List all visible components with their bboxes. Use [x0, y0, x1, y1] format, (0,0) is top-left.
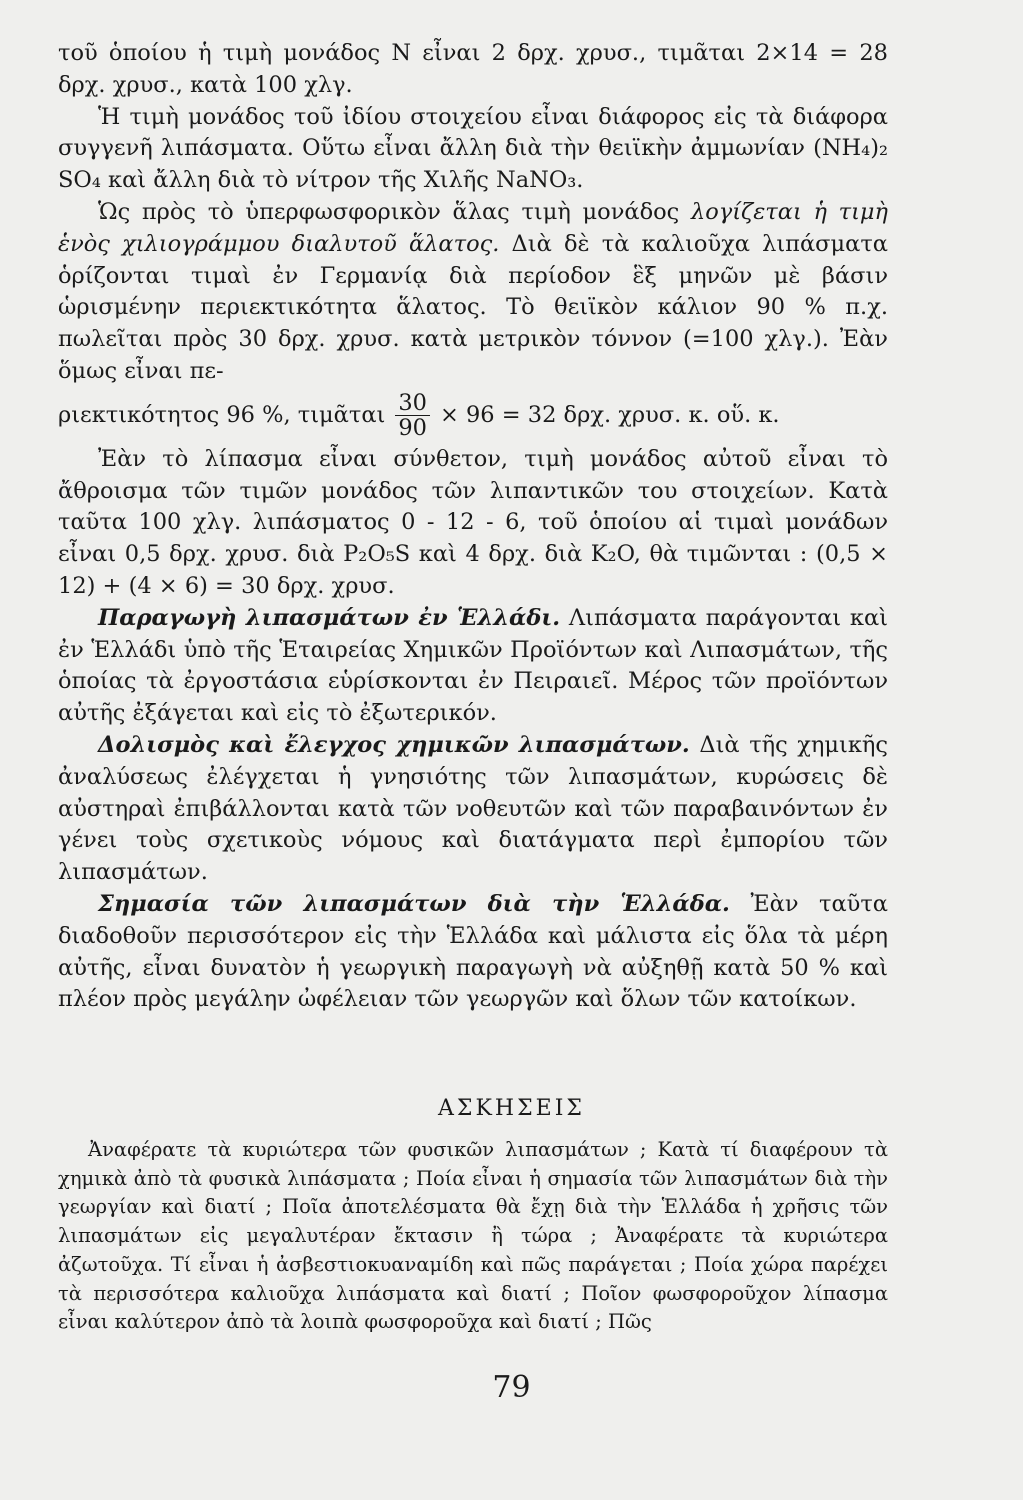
fraction-numerator: 30: [395, 391, 430, 416]
paragraph-7-text: Ἐὰν ταῦτα διαδοθοῦν περισσότερον εἰς τὴν Ἑλλάδα καὶ μάλιστα εἰς ὅλα τὰ μέρη αὐτῆς, εἶναι δυνατὸν ἡ γεωργικὴ παραγωγὴ νὰ αὐξηθῇ κατὰ 50 % καὶ πλέον πρὸς μεγάλην ὠφέλειαν τῶν γεωργῶν καὶ ὅλων τῶν κατοίκων.: [58, 890, 888, 1013]
exercises-section: [58, 1136, 888, 1337]
fraction-denominator: 90: [398, 415, 427, 442]
paragraph-3: [58, 197, 888, 388]
exercises-heading: ΑΣΚΗΣΕΙΣ: [438, 1096, 585, 1121]
paragraph-3-start: Ὡς πρὸς τὸ ὑπερφωσφορικὸν ἅλας τιμὴ μονάδος: [98, 198, 680, 225]
page-number: 79: [492, 1370, 531, 1405]
paragraph-5: [58, 603, 888, 730]
fraction-prefix: ριεκτικότητος 96 %, τιμᾶται: [58, 401, 386, 428]
paragraph-1: τοῦ ὁποίου ἡ τιμὴ μονάδος N εἶναι 2 δρχ. χρυσ., τιμᾶται 2×14 = 28 δρχ. χρυσ., κατὰ 100 χλγ.: [58, 40, 888, 98]
paragraph-2: Ἡ τιμὴ μονάδος τοῦ ἰδίου στοιχείου εἶναι διάφορος εἰς τὰ διάφορα συγγενῆ λιπάσματα. Οὕτω εἶναι ἄλλη διὰ τὴν θειϊκὴν ἀμμωνίαν (NH₄)₂ SO₄ καὶ ἄλλη διὰ τὸ νίτρον τῆς Χιλῆς NaNO₃.: [58, 103, 888, 194]
paragraph-4: Ἐὰν τὸ λίπασμα εἶναι σύνθετον, τιμὴ μονάδος αὐτοῦ εἶναι τὸ ἄθροισμα τῶν τιμῶν μονάδος τῶν λιπαντικῶν του στοιχείων. Κατὰ ταῦτα 100 χλγ. λιπάσματος 0 - 12 - 6, τοῦ ὁποίου αἱ τιμαὶ μονάδων εἶναι 0,5 δρχ. χρυσ. διὰ P₂O₅S καὶ 4 δρχ. διὰ K₂O, θὰ τιμῶνται : (0,5 × 12) + (4 × 6) = 30 δρχ. χρυσ.: [58, 445, 888, 599]
paragraph-5-text: Λιπάσματα παράγονται καὶ ἐν Ἑλλάδι ὑπὸ τῆς Ἑταιρείας Χημικῶν Προϊόντων καὶ Λιπασμάτων, τῆς ὁποίας τὰ ἐργοστάσια εὑρίσκονται ἐν Πειραιεῖ. Μέρος τῶν προϊόντων αὐτῆς ἐξάγεται καὶ εἰς τὸ ἐξωτερικόν.: [58, 604, 889, 727]
paragraph-6-heading: Δολισμὸς καὶ ἔλεγχος χημικῶν λιπασμάτων.: [98, 731, 690, 758]
paragraph-6: [58, 730, 888, 889]
fraction-line: [58, 388, 888, 444]
paragraph-7: [58, 889, 888, 1016]
paragraph-5-heading: Παραγωγὴ λιπασμάτων ἐν Ἑλλάδι.: [98, 604, 561, 631]
fraction-suffix: × 96 = 32 δρχ. χρυσ. κ. οὕ. κ.: [439, 401, 780, 428]
fraction: [395, 391, 430, 440]
paragraph-6-text: Διὰ τῆς χημικῆς ἀναλύσεως ἐλέγχεται ἡ γνησιότης τῶν λιπασμάτων, κυρώσεις δὲ αὐστηραὶ ἐπιβάλλονται κατὰ τῶν νοθευτῶν καὶ τῶν παραβαινόντων ἐν γένει τοὺς σχετικοὺς νόμους καὶ διατάγματα περὶ ἐμπορίου τῶν λιπασμάτων.: [58, 731, 889, 886]
paragraph-3-end: Διὰ δὲ τὰ καλιοῦχα λιπάσματα ὁρίζονται τιμαὶ ἐν Γερμανίᾳ διὰ περίοδον ἓξ μηνῶν μὲ βάσιν ὡρισμένην περιεκτικότητα ἅλατος. Τὸ θειϊκὸν κάλιον 90 % π.χ. πωλεῖται πρὸς 30 δρχ. χρυσ. κατὰ μετρικὸν τόννον (=100 χλγ.). Ἐὰν ὅμως εἶναι πε-: [58, 230, 888, 384]
exercises-text: Ἀναφέρατε τὰ κυριώτερα τῶν φυσικῶν λιπασμάτων ; Κατὰ τί διαφέρουν τὰ χημικὰ ἀπὸ τὰ φυσικὰ λιπάσματα ; Ποία εἶναι ἡ σημασία τῶν λιπασμάτων διὰ τὴν γεωργίαν καὶ διατί ; Ποῖα ἀποτελέσματα θὰ ἔχῃ διὰ τὴν Ἑλλάδα ἡ χρῆσις τῶν λιπασμάτων εἰς μεγαλυτέραν ἔκτασιν ἢ τώρα ; Ἀναφέρατε τὰ κυριώτερα ἀζωτοῦχα. Τί εἶναι ἡ ἀσβεστιοκυαναμίδη καὶ πῶς παράγεται ; Ποία χώρα παρέχει τὰ περισσότερα καλιοῦχα λιπάσματα καὶ διατί ; Ποῖον φωσφοροῦχον λίπασμα εἶναι καλύτερον ἀπὸ τὰ λοιπὰ φωσφοροῦχα καὶ διατί ; Πῶς: [58, 1138, 888, 1334]
main-text: [58, 38, 888, 1016]
paragraph-3-italic: λογίζεται ἡ τιμὴ ἑνὸς χιλιογράμμου διαλυτοῦ ἅλατος.: [58, 198, 888, 257]
paragraph-7-heading: Σημασία τῶν λιπασμάτων διὰ τὴν Ἑλλάδα.: [98, 890, 730, 917]
